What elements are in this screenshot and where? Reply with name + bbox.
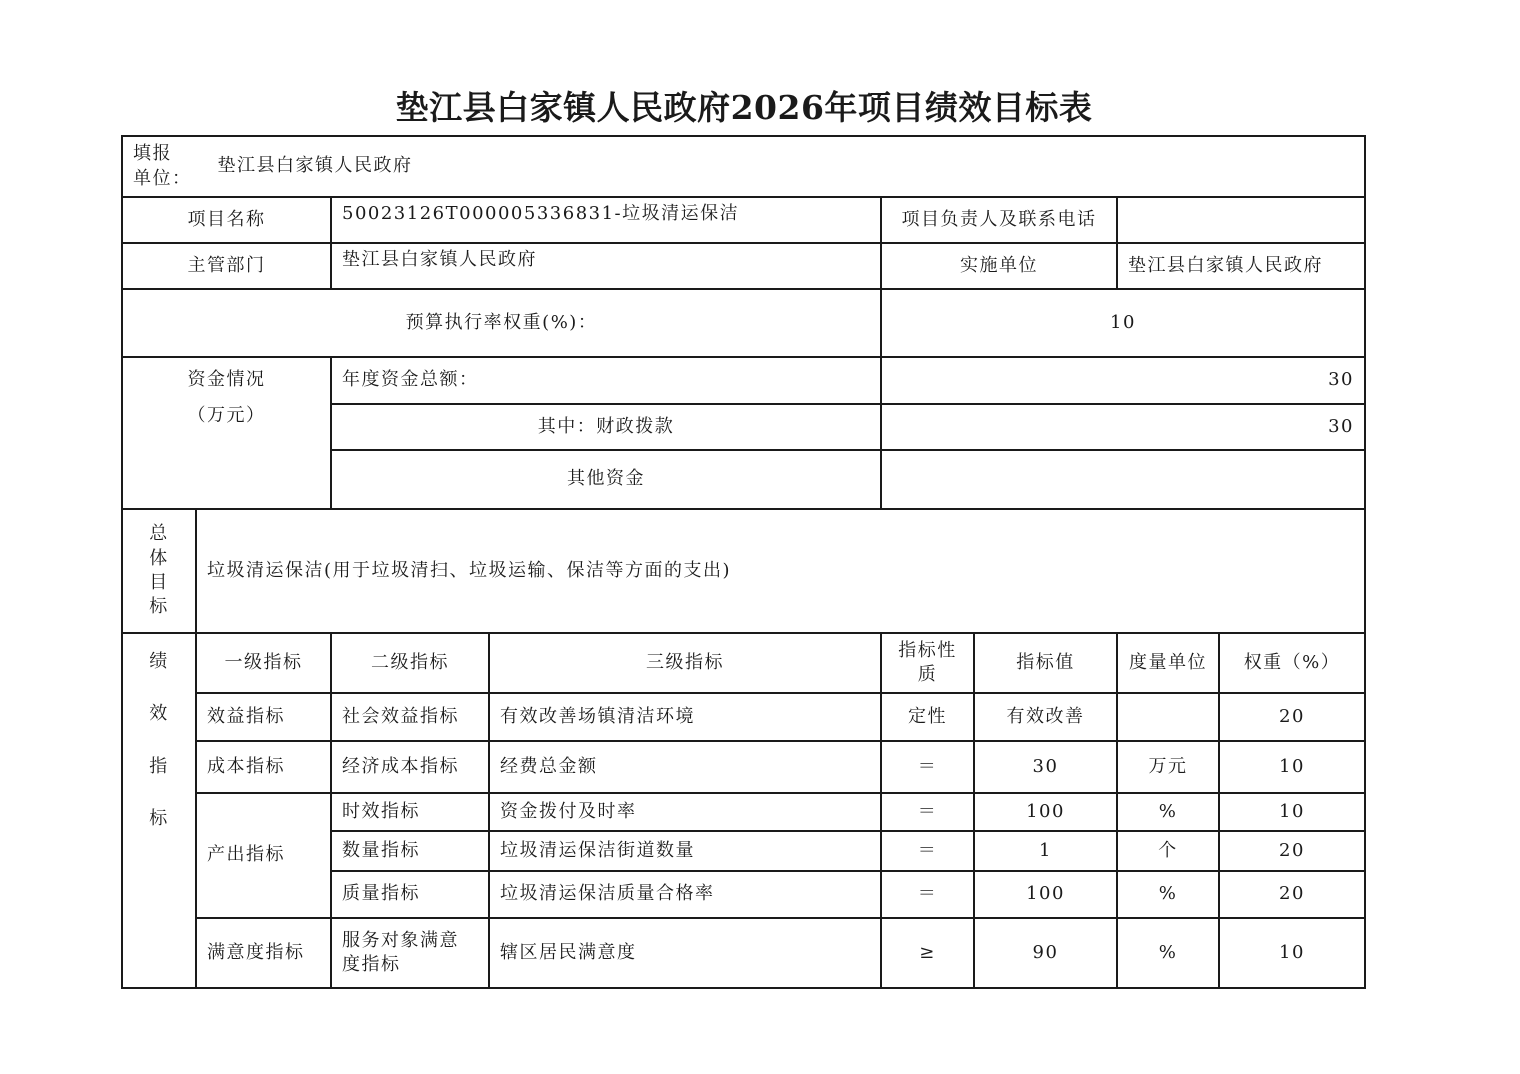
unit-label-line2: 单位： — [133, 167, 192, 189]
indicator-l3: 垃圾清运保洁质量合格率 — [489, 871, 881, 918]
unit-cell — [122, 136, 1365, 197]
indicator-l1: 成本指标 — [196, 741, 331, 793]
indicator-l2 — [331, 918, 489, 988]
dept-value: 垫江县白家镇人民政府 — [331, 243, 881, 289]
indicator-nature: 定性 — [881, 693, 974, 741]
performance-target-table — [121, 135, 1366, 989]
header-level2: 二级指标 — [331, 633, 489, 693]
indicator-value: 90 — [974, 918, 1117, 988]
indicator-label-char: 指 — [149, 755, 169, 777]
goal-label-char: 目 — [149, 572, 169, 593]
funds-other-value — [881, 450, 1365, 509]
project-contact-value — [1117, 197, 1365, 243]
unit-value: 垫江县白家镇人民政府 — [217, 155, 413, 177]
goal-label-char: 标 — [149, 596, 169, 618]
indicator-l1: 产出指标 — [196, 793, 331, 918]
indicator-l3: 辖区居民满意度 — [489, 918, 881, 988]
indicator-weight: 20 — [1219, 693, 1365, 741]
indicator-l2: 经济成本指标 — [331, 741, 489, 793]
indicator-l3: 垃圾清运保洁街道数量 — [489, 831, 881, 871]
indicator-l1: 效益指标 — [196, 693, 331, 741]
indicator-header-row — [122, 633, 1365, 693]
header-value: 指标值 — [974, 633, 1117, 693]
indicator-unit — [1117, 693, 1219, 741]
indicator-weight: 20 — [1219, 871, 1365, 918]
budget-row — [122, 289, 1365, 357]
indicator-label-char: 标 — [149, 807, 169, 829]
indicator-weight: 20 — [1219, 831, 1365, 871]
table-row — [122, 693, 1365, 741]
unit-label — [133, 142, 192, 191]
indicator-unit: % — [1117, 871, 1219, 918]
indicator-l2: 时效指标 — [331, 793, 489, 831]
indicator-nature: ＝ — [881, 831, 974, 871]
header-level3: 三级指标 — [489, 633, 881, 693]
indicator-unit: 个 — [1117, 831, 1219, 871]
funds-total-value: 30 — [881, 357, 1365, 404]
indicator-value: 30 — [974, 741, 1117, 793]
header-level1: 一级指标 — [196, 633, 331, 693]
goal-text: 垃圾清运保洁(用于垃圾清扫、垃圾运输、保洁等方面的支出) — [196, 509, 1365, 633]
indicator-value: 1 — [974, 831, 1117, 871]
indicator-weight: 10 — [1219, 793, 1365, 831]
funds-other-label: 其他资金 — [331, 450, 881, 509]
dept-row — [122, 243, 1365, 289]
header-nature-line1: 指标性 — [898, 639, 957, 661]
indicator-label-char: 绩 — [149, 651, 169, 672]
indicator-l3: 资金拨付及时率 — [489, 793, 881, 831]
header-weight: 权重（%） — [1219, 633, 1365, 693]
indicator-label-char: 效 — [149, 703, 169, 725]
funds-label-line1: 资金情况 — [187, 369, 266, 390]
indicator-weight: 10 — [1219, 918, 1365, 988]
indicator-l2-line2: 度指标 — [342, 954, 401, 975]
indicator-value: 有效改善 — [974, 693, 1117, 741]
table-row — [122, 793, 1365, 831]
goal-label-char: 总 — [149, 523, 169, 545]
budget-value: 10 — [881, 289, 1365, 357]
indicator-nature: ≥ — [881, 918, 974, 988]
header-nature-line2: 质 — [917, 664, 938, 685]
funds-label — [122, 357, 331, 509]
indicator-l2: 质量指标 — [331, 871, 489, 918]
dept-label: 主管部门 — [122, 243, 331, 289]
funds-fiscal-value: 30 — [881, 404, 1365, 450]
indicator-l1: 满意度指标 — [196, 918, 331, 988]
unit-row — [122, 136, 1365, 197]
impl-unit-label: 实施单位 — [881, 243, 1117, 289]
project-row — [122, 197, 1365, 243]
indicator-l2-line1: 服务对象满意 — [342, 929, 459, 951]
project-name-label: 项目名称 — [122, 197, 331, 243]
funds-total-label: 年度资金总额： — [331, 357, 881, 404]
goal-label — [122, 509, 196, 633]
indicator-nature: ＝ — [881, 741, 974, 793]
funds-total-row — [122, 357, 1365, 404]
indicator-label — [122, 633, 196, 988]
unit-label-line1: 填报 — [133, 143, 172, 165]
impl-unit-value: 垫江县白家镇人民政府 — [1117, 243, 1365, 289]
indicator-weight: 10 — [1219, 741, 1365, 793]
table-row — [122, 741, 1365, 793]
goal-label-char: 体 — [149, 547, 169, 569]
budget-label: 预算执行率权重(%)： — [122, 289, 881, 357]
indicator-l3: 经费总金额 — [489, 741, 881, 793]
project-contact-label: 项目负责人及联系电话 — [881, 197, 1117, 243]
goal-row — [122, 509, 1365, 633]
indicator-unit: 万元 — [1117, 741, 1219, 793]
funds-label-line2: （万元） — [187, 405, 266, 427]
indicator-nature: ＝ — [881, 871, 974, 918]
funds-fiscal-label: 其中：财政拨款 — [331, 404, 881, 450]
indicator-value: 100 — [974, 793, 1117, 831]
indicator-l2: 社会效益指标 — [331, 693, 489, 741]
indicator-unit: % — [1117, 918, 1219, 988]
indicator-nature: ＝ — [881, 793, 974, 831]
indicator-l3: 有效改善场镇清洁环境 — [489, 693, 881, 741]
indicator-value: 100 — [974, 871, 1117, 918]
indicator-unit: % — [1117, 793, 1219, 831]
header-nature — [881, 633, 974, 693]
indicator-l2: 数量指标 — [331, 831, 489, 871]
page-title: 垫江县白家镇人民政府2026年项目绩效目标表 — [395, 88, 1093, 127]
table-row — [122, 918, 1365, 988]
header-unit: 度量单位 — [1117, 633, 1219, 693]
project-name-value: 50023126T000005336831-垃圾清运保洁 — [331, 197, 881, 243]
